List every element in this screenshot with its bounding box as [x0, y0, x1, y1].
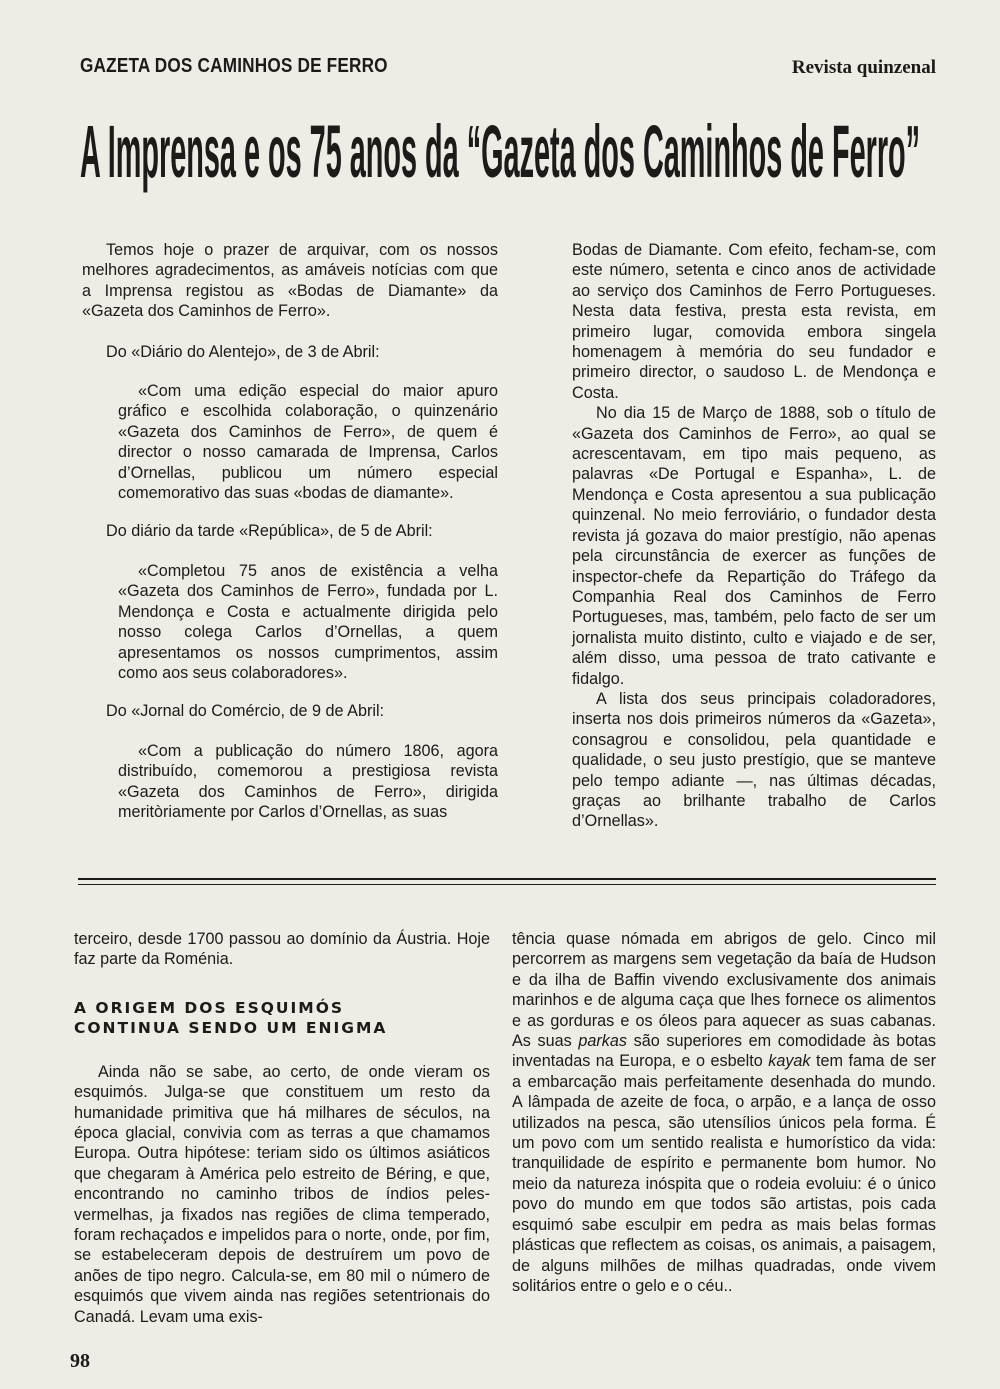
article-paragraph: No dia 15 de Março de 1888, sob o título de «Gazeta dos Caminhos de Ferro», ao qual se acrescentavam, em tipo mais pequeno, as palavras «De Portugal e Espanha», L. de Mendonça e Costa apresentou a sua publicação quinzenal. No meio ferroviário, o fundador desta revista já gozava do maior prestígio, não apenas pela circunstância de exercer as funções de inspector-chefe da Repartição do Tráfego da Companhia Real dos Caminhos de Ferro Portugueses, mas, também, pelo facto de ser um jornalista muito distinto, culto e viajado e de ser, além disso, uma pessoa de trato cativante e fidalgo.: [572, 404, 936, 688]
source-label: Do «Jornal do Comércio, de 9 de Abril:: [106, 702, 385, 721]
source-quote: «Com a publicação do número 1806, agora distribuído, comemorou a prestigiosa revista «Gazeta dos Caminhos de Ferro», dirigida meritòriamente por Carlos d’Ornellas, as suas: [118, 741, 498, 821]
esquimos-paragraph: Ainda não se sabe, ao certo, de onde vieram os esquimós. Julga-se que constituem um resto da humanidade primitiva que há milhares de séculos, na época glacial, convivia com as terras a que chamamos Europa. Outra hipótese: teriam sido os últimos asiáticos que chegaram à América pelo estreito de Béring, e que, encontrando no caminho tribos de índios peles-vermelhas, ja fixados nas regiões de clima temperado, foram rechaçados e impelidos para o norte, onde, por fim, se estabeleceram depois de destruírem um povo de anões de tipo negro. Calcula-se, em 80 mil o número de esquimós que vivem ainda nas regiões setentrionais do Canadá. Levam uma exis-: [74, 1062, 490, 1326]
section-heading-line: A ORIGEM DOS ESQUIMÓS: [74, 998, 345, 1017]
source-quote: «Completou 75 anos de existência a velha «Gazeta dos Caminhos de Ferro», fundada por L. Mendonça e Costa e actualmente dirigida pelo nosso colega Carlos d’Ornellas, a quem apresentamos os nossos cumprimentos, assim como aos seus colaboradores».: [118, 561, 498, 682]
esquimos-paragraph-continued: [512, 929, 936, 1296]
source-label: Do «Diário do Alentejo», de 3 de Abril:: [106, 342, 380, 361]
article-paragraph: Bodas de Diamante. Com efeito, fecham-se, com este número, setenta e cinco anos de actividade ao serviço dos Caminhos de Ferro Portugueses. Nesta data festiva, presta esta revista, em primeiro lugar, comovida embora singela homenagem à memória do seu fundador e primeiro director, o saudoso L. de Mendonça e Costa.: [572, 241, 936, 402]
intro-paragraph: Temos hoje o prazer de arquivar, com os nossos melhores agradecimentos, as amáveis notícias com que a Imprensa registou as «Bodas de Diamante» da «Gazeta dos Caminhos de Ferro».: [82, 241, 498, 321]
text-segment: são superiores em comodidade às botas inventadas na Europa, e o esbelto: [512, 1032, 936, 1071]
article-title-block: [80, 110, 921, 194]
article-column-right: [572, 240, 936, 832]
italic-term: kayak: [768, 1052, 811, 1071]
article-title: A Imprensa e os 75 anos da “Gazeta dos Caminhos de Ferro”: [80, 110, 921, 193]
continued-text: terceiro, desde 1700 passou ao domínio da Áustria. Hoje faz parte da Roménia.: [74, 930, 490, 969]
lower-column-left: [74, 929, 490, 1327]
text-segment: tência quase nómada em abrigos de gelo. Cinco mil percorrem as margens sem vegetação da baía de Hudson e da ilha de Baffin vivendo exclusivamente dos animais marinhos e de alguma caça que lhes fornece os alimentos e as gorduras e os óleos para aquecer as suas cabanas. As suas: [512, 930, 936, 1051]
section-heading: [74, 998, 490, 1038]
italic-term: parkas: [578, 1032, 627, 1051]
source-label: Do diário da tarde «República», de 5 de Abril:: [106, 522, 433, 541]
text-segment: tem fama de ser a embarcação mais perfeitamente desenhada do mundo. A lâmpada de azeite de foca, o arpão, e a lança de osso utilizados na pesca, são utensílios únicos pela forma. É um povo com um sentido realista e humorístico da vida: tranquilidade de espírito e permanente bom humor. No meio da natureza inóspita que o rodeia evoluiu: é o único povo do mundo em que todos são artistas, pois cada esquimó sabe esculpir em pedra as mais belas formas plásticas que reflectem as coisas, os animais, a paisagem, de alguns milhões de milhas quadradas, onde vivem solitários entre o gelo e o céu..: [512, 1052, 936, 1295]
section-divider-top: [78, 878, 936, 880]
running-header: [80, 55, 936, 83]
source-quote: «Com uma edição especial do maior apuro gráfico e escolhida colaboração, o quinzenário «Gazeta dos Caminhos de Ferro», de quem é director o nosso camarada de Imprensa, Carlos d’Ornellas, publicou um número especial comemorativo das suas «bodas de diamante».: [118, 382, 498, 503]
article-paragraph: A lista dos seus principais coladoradores, inserta nos dois primeiros números da «Gazeta», consagrou e consolidou, pela quantidade e qualidade, o seu justo prestígio, que se manteve pelo tempo adiante —, nas últimas décadas, graças ao brilhante trabalho de Carlos d’Ornellas».: [572, 689, 936, 831]
publication-name: GAZETA DOS CAMINHOS DE FERRO: [80, 55, 388, 77]
page-number: 98: [70, 1350, 90, 1372]
lower-column-right: [512, 929, 936, 1296]
section-divider-bottom: [78, 884, 936, 885]
section-heading-line: CONTINUA SENDO UM ENIGMA: [74, 1018, 388, 1037]
publication-frequency: Revista quinzenal: [791, 57, 936, 78]
article-column-left: [82, 240, 498, 822]
